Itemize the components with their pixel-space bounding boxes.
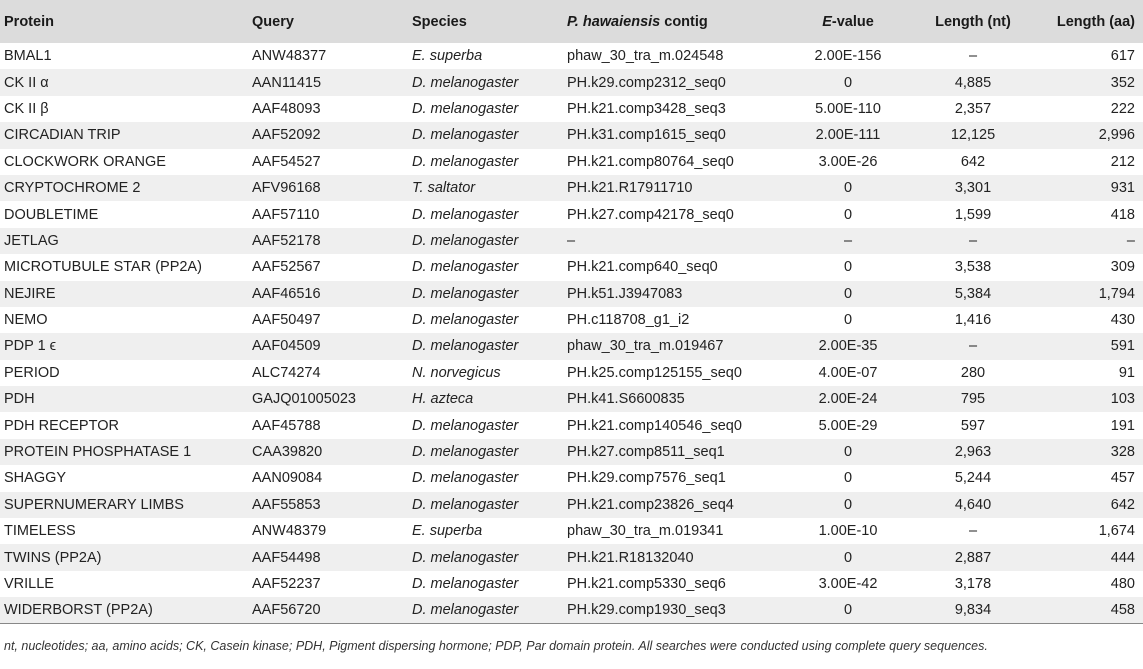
cell-query: AFV96168 bbox=[252, 180, 321, 197]
table-row bbox=[0, 544, 1143, 570]
cell-protein: PDH RECEPTOR bbox=[4, 417, 119, 434]
cell-length-nt: 642 bbox=[960, 153, 986, 170]
cell-length-nt: 1,599 bbox=[954, 206, 992, 223]
cell-species: D. melanogaster bbox=[412, 312, 519, 329]
cell-length-nt: 5,244 bbox=[954, 470, 992, 487]
col-header-evalue bbox=[793, 0, 903, 43]
table-row bbox=[0, 465, 1143, 491]
cell-protein: PDP 1 ϵ bbox=[4, 338, 57, 355]
cell-query: GAJQ01005023 bbox=[252, 391, 356, 408]
table-row bbox=[0, 201, 1143, 227]
cell-length-nt: – bbox=[968, 338, 978, 355]
cell-length-aa: 309 bbox=[1110, 259, 1135, 276]
table-row bbox=[0, 281, 1143, 307]
cell-length-aa: 103 bbox=[1110, 391, 1135, 408]
table-row bbox=[0, 69, 1143, 95]
cell-contig: PH.k21.comp640_seq0 bbox=[567, 259, 718, 276]
cell-length-nt: 3,538 bbox=[954, 259, 992, 276]
cell-length-aa: 617 bbox=[1110, 48, 1135, 65]
table-row bbox=[0, 333, 1143, 359]
table-row bbox=[0, 412, 1143, 438]
cell-query: AAN09084 bbox=[252, 470, 323, 487]
cell-query: AAF54527 bbox=[252, 153, 321, 170]
cell-protein: CIRCADIAN TRIP bbox=[4, 127, 121, 144]
col-header-evalue-e: E bbox=[822, 13, 832, 30]
cell-protein: TIMELESS bbox=[4, 523, 76, 540]
cell-length-nt: – bbox=[968, 523, 978, 540]
cell-evalue: 0 bbox=[843, 285, 853, 302]
cell-species: E. superba bbox=[412, 48, 483, 65]
cell-contig: PH.k27.comp42178_seq0 bbox=[567, 206, 734, 223]
cell-length-nt: 9,834 bbox=[903, 597, 1043, 623]
cell-protein: WIDERBORST (PP2A) bbox=[0, 597, 248, 623]
table-row bbox=[0, 228, 1143, 254]
cell-length-nt: 2,963 bbox=[954, 444, 992, 461]
cell-species: D. melanogaster bbox=[412, 206, 519, 223]
table-row bbox=[0, 307, 1143, 333]
cell-species: T. saltator bbox=[412, 180, 476, 197]
cell-species: D. melanogaster bbox=[412, 576, 519, 592]
cell-contig: PH.k21.comp5330_seq6 bbox=[567, 576, 726, 592]
cell-query: AAF57110 bbox=[252, 206, 320, 223]
cell-length-aa: 1,674 bbox=[1098, 523, 1135, 540]
cell-length-nt: 2,357 bbox=[954, 100, 992, 117]
cell-evalue: 2.00E-111 bbox=[815, 127, 881, 144]
cell-protein: SHAGGY bbox=[4, 470, 67, 487]
cell-evalue: 0 bbox=[843, 444, 853, 461]
table-row bbox=[0, 122, 1143, 148]
cell-contig: PH.k51.J3947083 bbox=[567, 285, 683, 302]
cell-evalue: 2.00E-24 bbox=[818, 391, 878, 408]
cell-query: AAF56720 bbox=[248, 597, 408, 623]
cell-query: AAF52178 bbox=[252, 232, 321, 249]
cell-contig: PH.k31.comp1615_seq0 bbox=[567, 127, 726, 144]
cell-contig: PH.k27.comp8511_seq1 bbox=[567, 444, 725, 461]
cell-protein: PERIOD bbox=[4, 364, 60, 381]
cell-protein: CRYPTOCHROME 2 bbox=[4, 180, 141, 197]
cell-length-nt: 4,640 bbox=[954, 496, 992, 513]
cell-evalue: 0 bbox=[843, 470, 853, 487]
table-body bbox=[0, 43, 1143, 624]
cell-length-nt: 3,178 bbox=[954, 576, 992, 592]
table-row bbox=[0, 175, 1143, 201]
cell-length-nt: 280 bbox=[960, 364, 986, 381]
cell-length-aa: 642 bbox=[1110, 496, 1135, 513]
cell-species: D. melanogaster bbox=[408, 597, 563, 623]
cell-protein: PDH bbox=[4, 391, 35, 408]
cell-length-nt: 795 bbox=[960, 391, 986, 408]
cell-protein: PROTEIN PHOSPHATASE 1 bbox=[4, 444, 192, 461]
cell-contig: phaw_30_tra_m.024548 bbox=[567, 48, 724, 65]
cell-contig: PH.c118708_g1_i2 bbox=[567, 312, 690, 329]
table-row bbox=[0, 360, 1143, 386]
cell-evalue: 2.00E-156 bbox=[814, 48, 882, 65]
cell-contig: PH.k41.S6600835 bbox=[567, 391, 685, 408]
cell-query: AAF50497 bbox=[252, 312, 321, 329]
cell-length-nt: 597 bbox=[960, 417, 986, 434]
table-row bbox=[0, 571, 1143, 597]
cell-length-nt: – bbox=[968, 48, 978, 65]
cell-species: D. melanogaster bbox=[412, 153, 519, 170]
col-header-contig-species: P. hawaiensis bbox=[567, 13, 661, 30]
cell-protein: BMAL1 bbox=[4, 48, 52, 65]
cell-species: D. melanogaster bbox=[412, 259, 519, 276]
cell-protein: SUPERNUMERARY LIMBS bbox=[4, 496, 184, 513]
cell-evalue: 3.00E-26 bbox=[818, 153, 878, 170]
cell-species: N. norvegicus bbox=[412, 364, 501, 381]
cell-species: D. melanogaster bbox=[412, 549, 519, 566]
cell-evalue: – bbox=[843, 232, 853, 249]
col-header-species: Species bbox=[412, 13, 467, 30]
table-row bbox=[0, 386, 1143, 412]
cell-contig: PH.k29.comp2312_seq0 bbox=[567, 74, 726, 91]
cell-evalue: 4.00E-07 bbox=[818, 364, 878, 381]
cell-contig: PH.k21.comp3428_seq3 bbox=[567, 100, 726, 117]
cell-protein: NEJIRE bbox=[4, 285, 56, 302]
cell-length-aa: 444 bbox=[1110, 549, 1135, 566]
cell-length-aa: 2,996 bbox=[1098, 127, 1135, 144]
cell-contig: PH.k21.comp140546_seq0 bbox=[567, 417, 742, 434]
cell-protein: NEMO bbox=[4, 312, 48, 329]
cell-species: D. melanogaster bbox=[412, 417, 519, 434]
cell-length-aa: 418 bbox=[1110, 206, 1135, 223]
cell-protein: CK II β bbox=[4, 100, 49, 117]
cell-contig: PH.k21.R18132040 bbox=[567, 549, 694, 566]
cell-evalue: 0 bbox=[843, 206, 853, 223]
cell-evalue: 5.00E-110 bbox=[815, 100, 881, 117]
cell-query: AAF46516 bbox=[252, 285, 321, 302]
cell-species: D. melanogaster bbox=[412, 127, 519, 144]
table-row bbox=[0, 149, 1143, 175]
cell-length-aa: 212 bbox=[1110, 153, 1135, 170]
cell-evalue: 3.00E-42 bbox=[818, 576, 878, 592]
cell-species: E. superba bbox=[412, 523, 483, 540]
table-row bbox=[0, 254, 1143, 280]
cell-protein: VRILLE bbox=[4, 576, 54, 592]
cell-length-aa: 591 bbox=[1110, 338, 1135, 355]
cell-length-aa: 1,794 bbox=[1098, 285, 1135, 302]
cell-species: H. azteca bbox=[412, 391, 474, 408]
cell-length-aa: 480 bbox=[1110, 576, 1135, 592]
cell-contig: PH.k25.comp125155_seq0 bbox=[567, 364, 742, 381]
table-row bbox=[0, 518, 1143, 544]
table-row bbox=[0, 96, 1143, 122]
cell-evalue: 0 bbox=[843, 259, 853, 276]
cell-contig: PH.k29.comp1930_seq3 bbox=[563, 597, 793, 623]
cell-evalue: 0 bbox=[843, 549, 853, 566]
cell-length-aa: 457 bbox=[1110, 470, 1135, 487]
cell-evalue: 1.00E-10 bbox=[818, 523, 878, 540]
cell-contig: – bbox=[567, 232, 576, 249]
cell-protein: MICROTUBULE STAR (PP2A) bbox=[4, 259, 202, 276]
cell-contig: PH.k21.R17911710 bbox=[567, 180, 693, 197]
cell-species: D. melanogaster bbox=[412, 74, 519, 91]
cell-contig: phaw_30_tra_m.019341 bbox=[567, 523, 724, 540]
cell-length-nt: 4,885 bbox=[954, 74, 992, 91]
cell-length-aa: – bbox=[1126, 232, 1135, 249]
cell-protein: JETLAG bbox=[4, 232, 59, 249]
cell-contig: PH.k29.comp7576_seq1 bbox=[567, 470, 726, 487]
cell-query: ALC74274 bbox=[252, 364, 321, 381]
cell-evalue: 0 bbox=[843, 496, 853, 513]
cell-protein: CLOCKWORK ORANGE bbox=[4, 153, 166, 170]
cell-query: AAF48093 bbox=[252, 100, 321, 117]
cell-query: AAF45788 bbox=[252, 417, 321, 434]
cell-query: AAF04509 bbox=[252, 338, 321, 355]
cell-query: AAF55853 bbox=[252, 496, 321, 513]
cell-length-nt: 1,416 bbox=[954, 312, 992, 329]
cell-query: AAF52567 bbox=[252, 259, 321, 276]
cell-evalue: 0 bbox=[843, 312, 853, 329]
cell-query: AAN11415 bbox=[252, 74, 322, 91]
cell-length-aa: 458 bbox=[1043, 597, 1143, 623]
cell-length-aa: 222 bbox=[1110, 100, 1135, 117]
cell-evalue: 0 bbox=[843, 74, 853, 91]
cell-protein: CK II α bbox=[4, 74, 49, 91]
cell-query: AAF54498 bbox=[252, 549, 321, 566]
cell-length-aa: 91 bbox=[1118, 364, 1135, 381]
cell-length-aa: 352 bbox=[1110, 74, 1135, 91]
table-row bbox=[0, 439, 1143, 465]
cell-evalue: 5.00E-29 bbox=[818, 417, 878, 434]
cell-evalue: 2.00E-35 bbox=[818, 338, 878, 355]
cell-length-nt: 12,125 bbox=[950, 127, 996, 144]
cell-evalue: 0 bbox=[843, 180, 853, 197]
cell-length-aa: 191 bbox=[1110, 417, 1135, 434]
cell-length-nt: – bbox=[968, 232, 978, 249]
cell-species: D. melanogaster bbox=[412, 470, 519, 487]
cell-query: AAF52092 bbox=[252, 127, 321, 144]
table-row bbox=[0, 597, 1143, 623]
cell-query: AAF52237 bbox=[252, 576, 321, 592]
col-header-contig bbox=[563, 0, 793, 43]
col-header-protein: Protein bbox=[4, 13, 54, 30]
cell-length-aa: 931 bbox=[1110, 180, 1135, 197]
cell-query: ANW48379 bbox=[252, 523, 327, 540]
table-row bbox=[0, 43, 1143, 69]
cell-contig: phaw_30_tra_m.019467 bbox=[567, 338, 724, 355]
cell-protein: DOUBLETIME bbox=[4, 206, 99, 223]
cell-species: D. melanogaster bbox=[412, 232, 519, 249]
cell-length-aa: 328 bbox=[1110, 444, 1135, 461]
col-header-length-aa: Length (aa) bbox=[1056, 13, 1135, 30]
cell-species: D. melanogaster bbox=[412, 285, 519, 302]
cell-length-nt: 2,887 bbox=[954, 549, 992, 566]
cell-contig: PH.k21.comp23826_seq4 bbox=[567, 496, 734, 513]
cell-species: D. melanogaster bbox=[412, 338, 519, 355]
table-footnote: nt, nucleotides; aa, amino acids; CK, Casein kinase; PDH, Pigment dispersing hormone; PDP, Par domain protein. All searches were conducted using complete query sequences. bbox=[4, 639, 988, 653]
cell-contig: PH.k21.comp80764_seq0 bbox=[567, 153, 734, 170]
cell-query: CAA39820 bbox=[252, 444, 323, 461]
col-header-query: Query bbox=[252, 13, 294, 30]
cell-length-aa: 430 bbox=[1110, 312, 1135, 329]
cell-length-nt: 5,384 bbox=[954, 285, 992, 302]
header-row bbox=[0, 0, 1143, 43]
cell-species: D. melanogaster bbox=[412, 444, 519, 461]
col-header-length-nt: Length (nt) bbox=[935, 13, 1011, 30]
cell-query: ANW48377 bbox=[252, 48, 327, 65]
col-header-evalue-label: -value bbox=[831, 13, 874, 30]
col-header-contig-label: contig bbox=[660, 13, 708, 30]
cell-length-nt: 3,301 bbox=[954, 180, 992, 197]
cell-species: D. melanogaster bbox=[412, 100, 519, 117]
cell-species: D. melanogaster bbox=[412, 496, 519, 513]
cell-protein: TWINS (PP2A) bbox=[4, 549, 102, 566]
table-row bbox=[0, 492, 1143, 518]
cell-evalue: 0 bbox=[793, 597, 903, 623]
